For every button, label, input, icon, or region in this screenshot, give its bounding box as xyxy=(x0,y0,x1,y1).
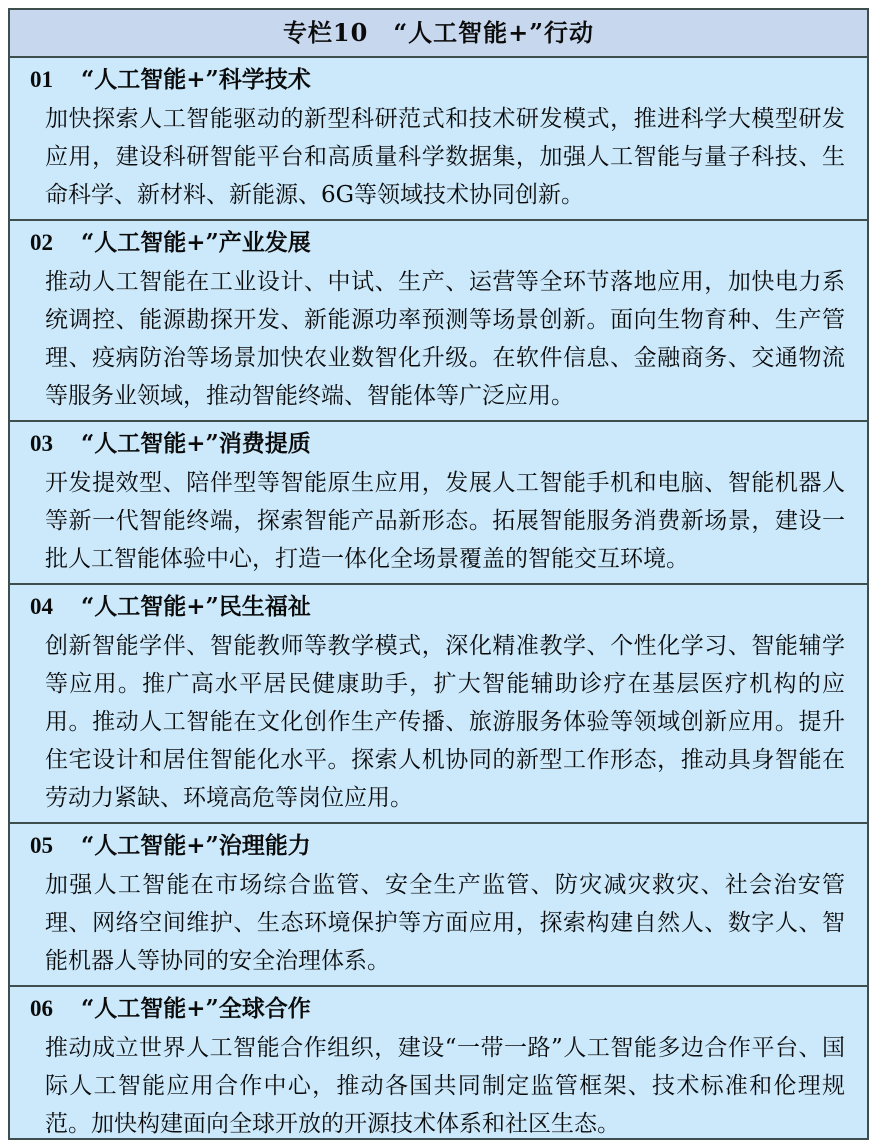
section-heading xyxy=(30,826,845,866)
section-number: 06 xyxy=(30,996,53,1021)
section-heading xyxy=(30,587,845,627)
section-body: 推动成立世界人工智能合作组织，建设“一带一路”人工智能多边合作平台、国际人工智能应用合作中心，推动各国共同制定监管框架、技术标准和伦理规范。加快构建面向全球开放的开源技术体系和社区生态。 xyxy=(45,1035,845,1137)
section-title: “人工智能+”治理能力 xyxy=(81,832,311,859)
panel-title: 专栏10 “人工智能+”行动 xyxy=(282,18,595,47)
panel-header xyxy=(10,10,867,58)
section-number: 02 xyxy=(30,230,53,255)
section-science-tech xyxy=(10,58,867,219)
section-number: 01 xyxy=(30,67,53,92)
section-body: 推动人工智能在工业设计、中试、生产、运营等全环节落地应用，加快电力系统调控、能源勘探开发、新能源功率预测等场景创新。面向生物育种、生产管理、疫病防治等场景加快农业数智化升级。在软件信息、金融商务、交通物流等服务业领域，推动智能终端、智能体等广泛应用。 xyxy=(45,269,845,409)
sections-container xyxy=(10,58,867,1140)
section-heading xyxy=(30,424,845,464)
section-title: “人工智能+”民生福祉 xyxy=(81,593,311,620)
section-heading xyxy=(30,223,845,263)
section-body: 开发提效型、陪伴型等智能原生应用，发展人工智能手机和电脑、智能机器人等新一代智能终端，探索智能产品新形态。拓展智能服务消费新场景，建设一批人工智能体验中心，打造一体化全场景覆盖的智能交互环境。 xyxy=(45,470,845,572)
section-governance xyxy=(10,822,867,985)
section-title: “人工智能+”科学技术 xyxy=(81,66,311,93)
section-industry xyxy=(10,219,867,420)
section-number: 04 xyxy=(30,594,53,619)
section-body: 创新智能学伴、智能教师等教学模式，深化精准教学、个性化学习、智能辅学等应用。推广高水平居民健康助手，扩大智能辅助诊疗在基层医疗机构的应用。推动人工智能在文化创作生产传播、旅游服务体验等领域创新应用。提升住宅设计和居住智能化水平。探索人机协同的新型工作形态，推动具身智能在劳动力紧缺、环境高危等岗位应用。 xyxy=(45,633,845,811)
section-title: “人工智能+”消费提质 xyxy=(81,430,311,457)
section-heading xyxy=(30,989,845,1029)
column-10-panel xyxy=(8,8,869,1140)
section-global-cooperation xyxy=(10,985,867,1140)
section-title: “人工智能+”全球合作 xyxy=(81,995,311,1022)
section-heading xyxy=(30,60,845,100)
section-title: “人工智能+”产业发展 xyxy=(81,229,311,256)
section-body: 加强人工智能在市场综合监管、安全生产监管、防灾减灾救灾、社会治安管理、网络空间维护、生态环境保护等方面应用，探索构建自然人、数字人、智能机器人等协同的安全治理体系。 xyxy=(45,872,845,974)
section-consumption xyxy=(10,420,867,583)
section-number: 03 xyxy=(30,431,53,456)
section-livelihood xyxy=(10,583,867,822)
section-number: 05 xyxy=(30,833,53,858)
section-body: 加快探索人工智能驱动的新型科研范式和技术研发模式，推进科学大模型研发应用，建设科研智能平台和高质量科学数据集，加强人工智能与量子科技、生命科学、新材料、新能源、6G等领域技术协同创新。 xyxy=(45,106,845,208)
